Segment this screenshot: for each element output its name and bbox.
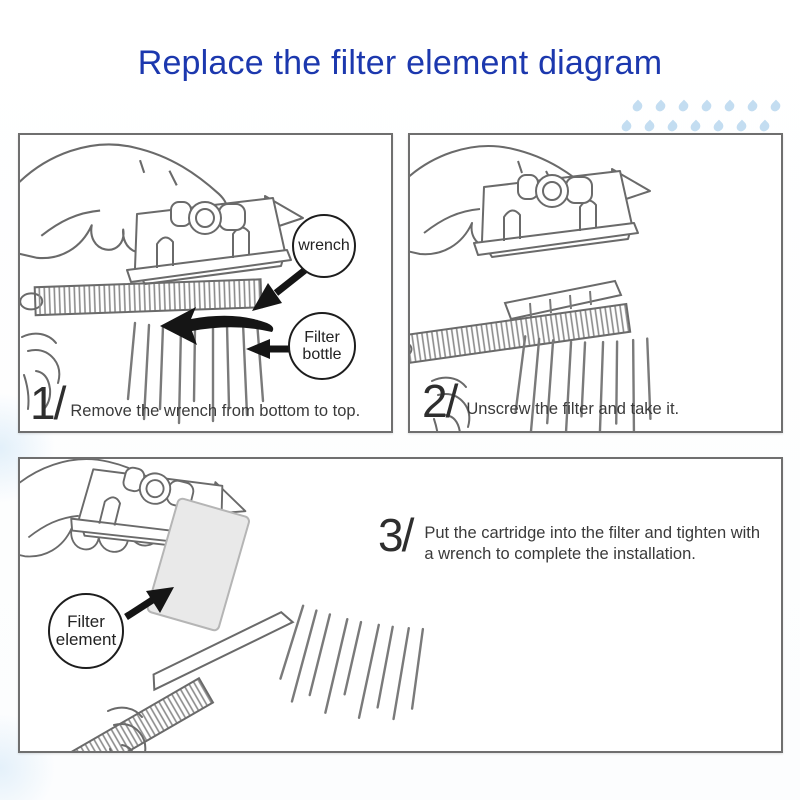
step3-illustration: [20, 459, 781, 751]
water-droplet-icon: [666, 120, 680, 134]
water-droplet-icon: [643, 120, 657, 134]
step3-caption: [378, 509, 761, 567]
filter-element-callout: Filter element: [48, 593, 124, 669]
water-droplet-icon: [758, 120, 772, 134]
water-droplets-row: [626, 98, 787, 112]
step2-number: 2/: [422, 375, 457, 428]
water-droplet-icon: [689, 120, 703, 134]
step2-text: Unscrew the filter and take it.: [466, 400, 680, 418]
step2-panel: [408, 133, 783, 433]
page-title: Replace the filter element diagram: [137, 44, 663, 82]
step1-panel: [18, 133, 393, 433]
water-droplet-icon: [620, 120, 634, 134]
water-droplet-icon: [712, 120, 726, 134]
water-droplets-row: [615, 118, 776, 132]
step1-caption: [30, 377, 361, 430]
step2-caption: [422, 375, 680, 428]
water-droplet-icon: [654, 100, 668, 114]
water-droplet-icon: [700, 100, 714, 114]
filter-bottle-callout: Filter bottle: [288, 312, 356, 380]
water-droplet-icon: [746, 100, 760, 114]
water-droplet-icon: [677, 100, 691, 114]
water-droplet-icon: [735, 120, 749, 134]
step3-number: 3/: [378, 509, 413, 561]
water-droplet-icon: [723, 100, 737, 114]
step1-number: 1/: [30, 377, 65, 430]
water-droplet-icon: [769, 100, 783, 114]
rotation-arrow: [160, 307, 273, 345]
wrench-callout: wrench: [292, 214, 356, 278]
water-droplet-icon: [631, 100, 645, 114]
step1-text: Remove the wrench from bottom to top.: [70, 402, 361, 420]
filter-bottle-callout-arrow: [246, 339, 290, 359]
step3-panel: [18, 457, 783, 753]
step3-text: Put the cartridge into the filter and tighten with a wrench to complete the installation.: [424, 524, 761, 564]
